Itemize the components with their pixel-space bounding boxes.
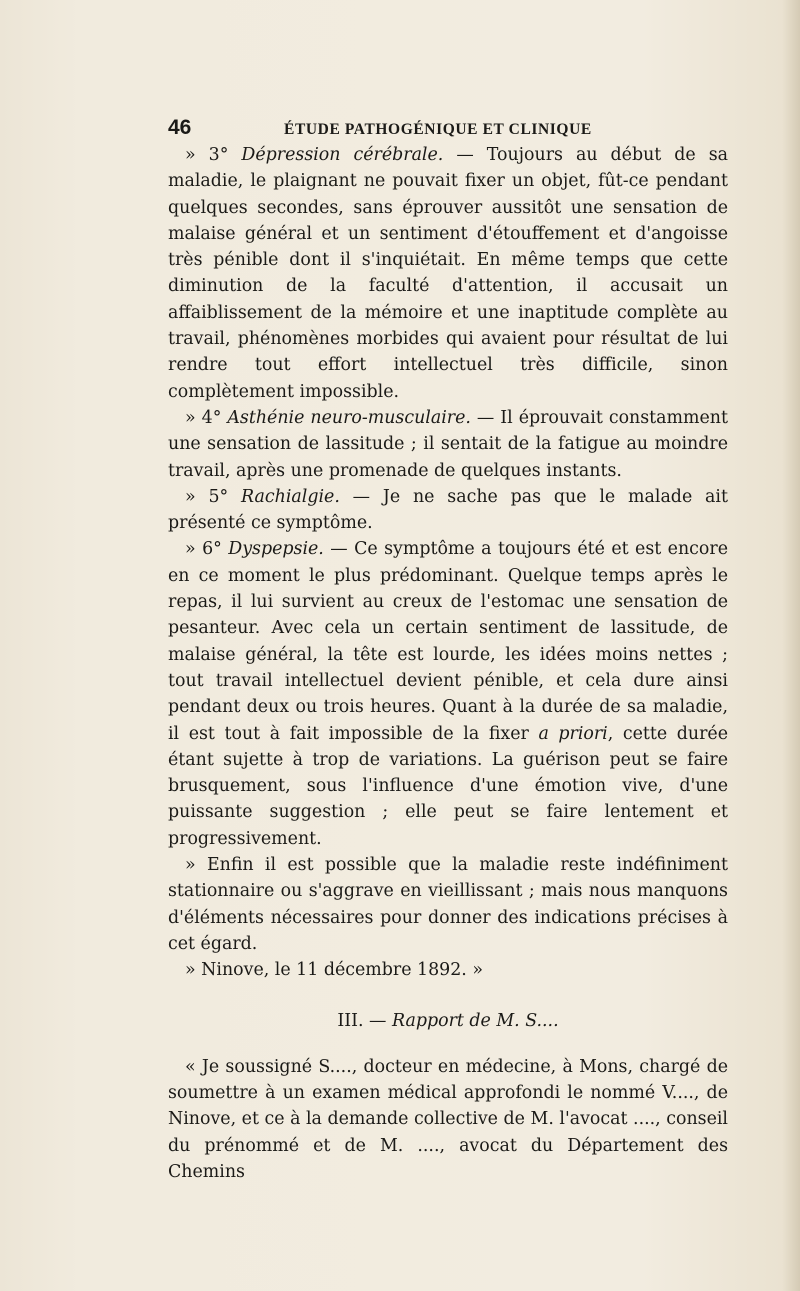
paragraph-text: Ninove, le 11 décembre 1892. » xyxy=(201,960,483,981)
running-head: ÉTUDE PATHOGÉNIQUE ET CLINIQUE xyxy=(284,121,592,138)
paragraph-lead: » xyxy=(185,855,207,876)
paragraph-text: Enfin il est possible que la maladie reste indéfiniment stationnaire ou s'aggrave en vieillissant ; mais nous manquons d'éléments nécessaires pour donner des indications précises à cet égard. xyxy=(168,855,728,954)
paragraph-rachialgie xyxy=(168,484,728,537)
paragraph-heading: Asthénie neuro-musculaire. xyxy=(227,407,471,428)
paragraph-signature-date xyxy=(168,957,728,983)
paragraph-rapport-intro xyxy=(168,1054,728,1185)
italic-phrase: a priori xyxy=(538,723,608,744)
paragraph-lead: » 3° xyxy=(185,145,242,165)
paragraph-depression xyxy=(168,142,728,405)
page-body xyxy=(168,142,728,1185)
page-header xyxy=(168,116,728,140)
paragraph-asthenie xyxy=(168,405,728,484)
paragraph-text: — Ce symptôme a toujours été et est encore en ce moment le plus prédominant. Quelque temps après le repas, il lui survient au creux de l'estomac une sensation de pesanteur. Avec cela un certain sentiment de lassitude, de malaise général, la tête est lourde, les idées moins nettes ; tout travail intellectuel devient pénible, et cela dure ainsi pendant deux ou trois heures. Quant à la durée de sa maladie, il est tout à fait impossible de la fixer xyxy=(168,539,728,744)
paragraph-lead: » 5° xyxy=(185,486,242,507)
page-number: 46 xyxy=(168,116,192,139)
paragraph-dyspepsie xyxy=(168,536,728,852)
paragraph-heading: Dépression cérébrale. xyxy=(241,145,444,165)
paragraph-text: — Toujours au début de sa maladie, le plaignant ne pouvait fixer un objet, fût-ce pendant quelques secondes, sans éprouver aussitôt une sensation de malaise général et un sentiment d'étouffement et d'angoisse très pénible dont il s'inquiétait. En même temps que cette diminution de la faculté d'attention, il accusait un affaiblissement de la mémoire et une inaptitude complète au travail, phénomènes morbides qui avaient pour résultat de lui rendre tout effort intellectuel très difficile, sinon complètement impossible. xyxy=(168,145,729,402)
paragraph-lead: » 4° xyxy=(185,407,228,428)
paragraph-lead: » 6° xyxy=(185,539,229,560)
paragraph-lead: » xyxy=(185,960,202,981)
paragraph-heading: Dyspepsie. xyxy=(228,539,324,560)
paragraph-text: — Je ne sache pas que le malade ait présenté ce symptôme. xyxy=(168,486,728,534)
section-number: III. — xyxy=(337,1010,392,1031)
paragraph-heading: Rachialgie. xyxy=(241,486,340,507)
paragraph-enfin xyxy=(168,852,728,957)
paragraph-text: « Je soussigné S...., docteur en médecine, à Mons, chargé de soumettre à un examen médical approfondi le nommé V...., de Ninove, et ce à la demande collective de M. l'avocat ...., conseil du prénommé et de M. ...., avocat du Département des Chemins xyxy=(168,1056,728,1182)
section-title: Rapport de M. S.... xyxy=(391,1010,559,1031)
section-heading xyxy=(168,1008,728,1034)
page-edge-shadow xyxy=(782,0,800,1291)
paragraph-text-tail: , cette durée étant sujette à trop de variations. La guérison peut se faire brusquement, sous l'influence d'une émotion vive, d'une puissante suggestion ; elle peut se faire lentement et progressivement. xyxy=(168,723,728,849)
paragraph-text: — Il éprouvait constamment une sensation de lassitude ; il sentait de la fatigue au moindre travail, après une promenade de quelques instants. xyxy=(168,407,728,481)
